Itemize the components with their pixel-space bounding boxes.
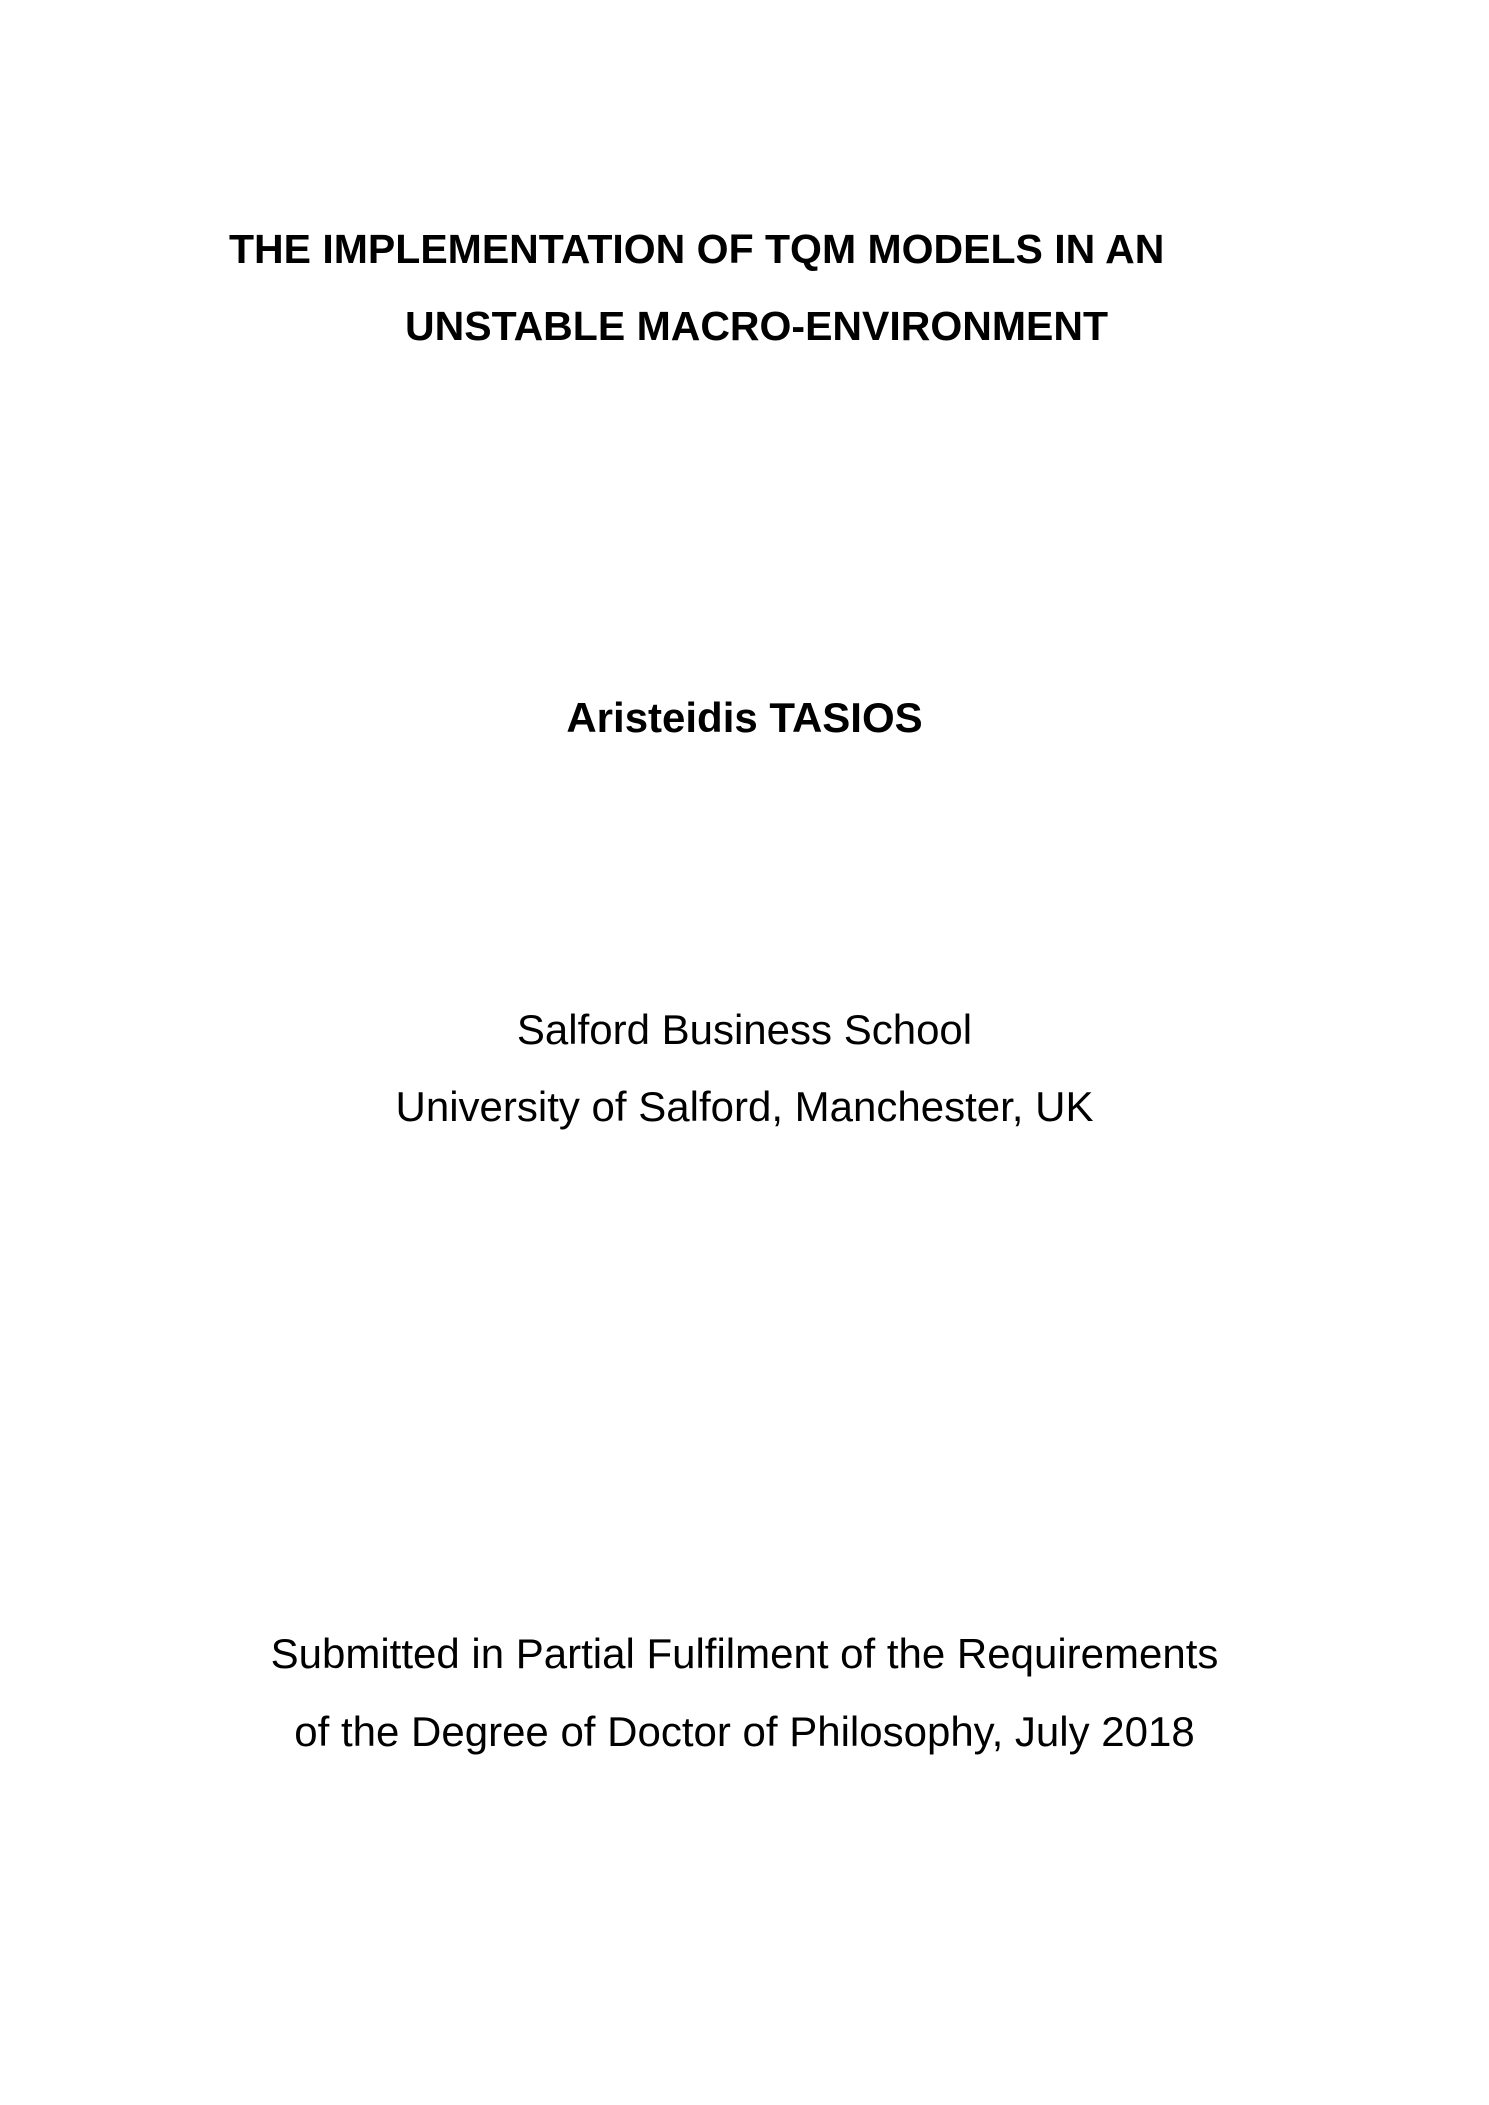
institution-university: University of Salford, Manchester, UK: [395, 1083, 1094, 1130]
submission-statement-line-1: Submitted in Partial Fulfilment of the Requirements: [270, 1630, 1219, 1677]
thesis-title-line-2: UNSTABLE MACRO-ENVIRONMENT: [405, 303, 1109, 349]
submission-statement-line-2: of the Degree of Doctor of Philosophy, July 2018: [294, 1708, 1195, 1755]
author-name: Aristeidis TASIOS: [566, 694, 923, 741]
institution-school: Salford Business School: [516, 1006, 973, 1053]
thesis-title-line-1: THE IMPLEMENTATION OF TQM MODELS IN AN: [229, 226, 1165, 272]
